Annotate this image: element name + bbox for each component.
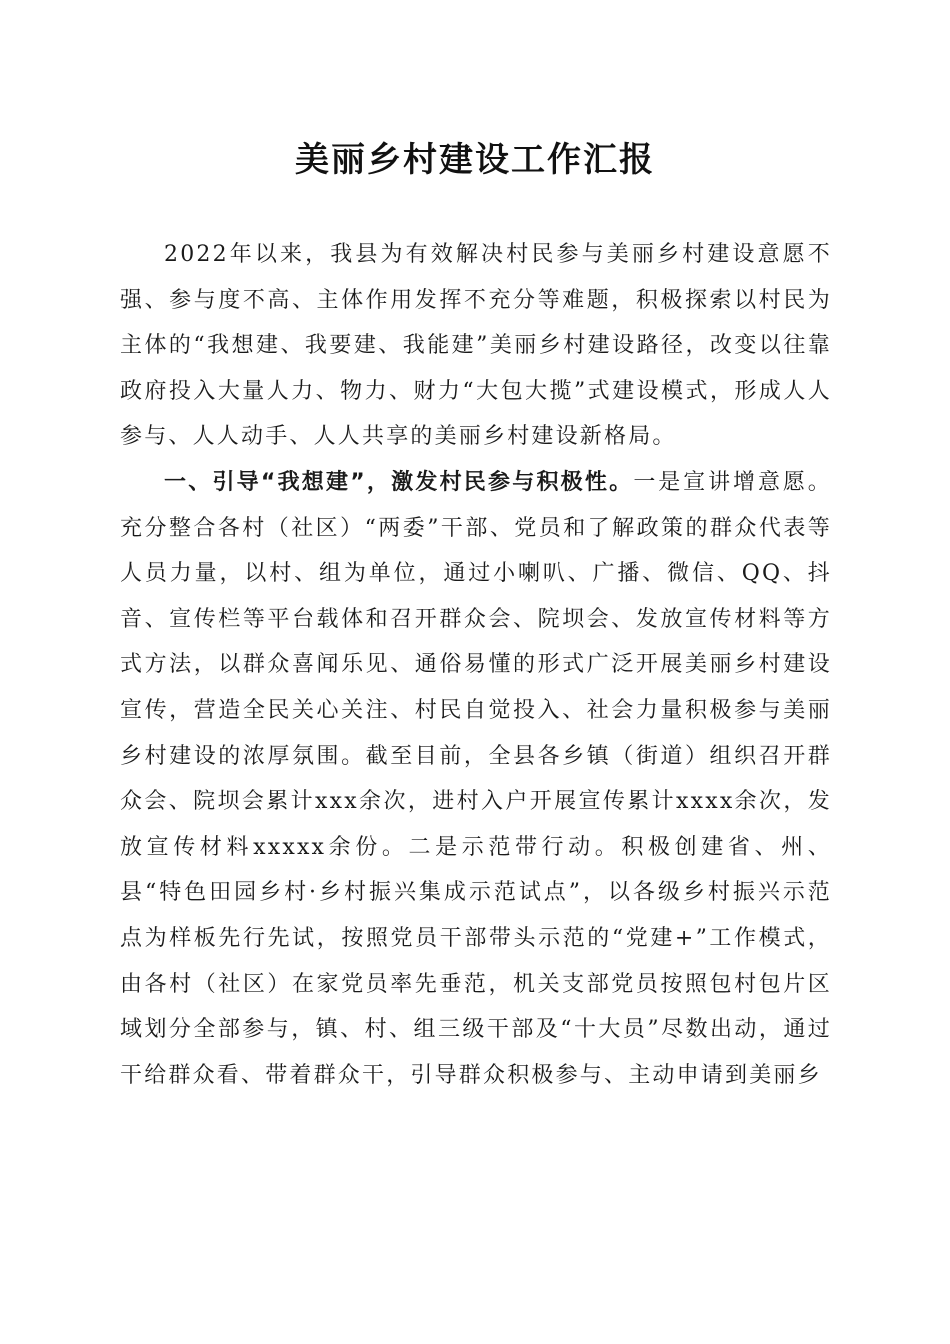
document-body <box>120 232 832 1098</box>
section-1-heading: 一、引导“我想建”，激发村民参与积极性。 <box>164 469 634 495</box>
document-title: 美丽乡村建设工作汇报 <box>295 140 655 180</box>
section-1-paragraph <box>120 460 832 1098</box>
intro-paragraph: 2022年以来，我县为有效解决村民参与美丽乡村建设意愿不强、参与度不高、主体作用发挥不充分等难题，积极探索以村民为主体的“我想建、我要建、我能建”美丽乡村建设路径，改变以往靠政府投入大量人力、物力、财力“大包大揽”式建设模式，形成人人参与、人人动手、人人共享的美丽乡村建设新格局。 <box>120 242 832 450</box>
section-1-body: 一是宣讲增意愿。充分整合各村（社区）“两委”干部、党员和了解政策的群众代表等人员力量，以村、组为单位，通过小喇叭、广播、微信、QQ、抖音、宣传栏等平台载体和召开群众会、院坝会、发放宣传材料等方式方法，以群众喜闻乐见、通俗易懂的形式广泛开展美丽乡村建设宣传，营造全民关心关注、村民自觉投入、社会力量积极参与美丽乡村建设的浓厚氛围。截至目前，全县各乡镇（街道）组织召开群众会、院坝会累计xxx余次，进村入户开展宣传累计xxxx余次，发放宣传材料xxxxx余份。二是示范带行动。积极创建省、州、县“特色田园乡村·乡村振兴集成示范试点”，以各级乡村振兴示范点为样板先行先试，按照党员干部带头示范的“党建+”工作模式，由各村（社区）在家党员率先垂范，机关支部党员按照包村包片区域划分全部参与，镇、村、组三级干部及“十大员”尽数出动，通过干给群众看、带着群众干，引导群众积极参与、主动申请到美丽乡 <box>120 469 832 1088</box>
